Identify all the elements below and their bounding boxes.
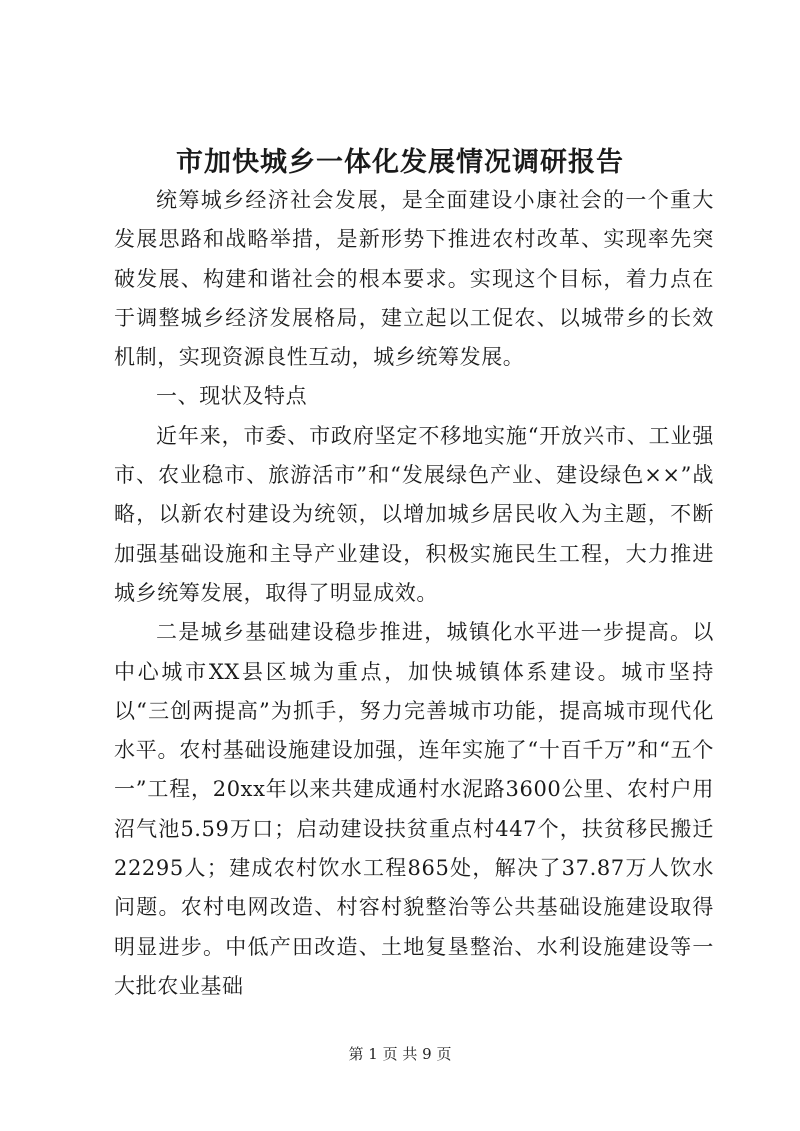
paragraph-infrastructure: 二是城乡基础建设稳步推进，城镇化水平进一步提高。以中心城市XX县区城为重点，加快城镇体系建设。城市坚持以“三创两提高”为抓手，努力完善城市功能，提高城市现代化水平。农村基础设施建设加强，连年实施了“十百千万”和“五个一”工程，20xx年以来共建成通村水泥路3600公里、农村户用沼气池5.59万口；启动建设扶贫重点村447个，扶贫移民搬迁22295人；建成农村饮水工程865处，解决了37.87万人饮水问题。农村电网改造、村容村貌整治等公共基础设施建设取得明显进步。中低产田改造、土地复垦整治、水利设施建设等一大批农业基础 (114, 620, 714, 998)
paragraph-recent-years: 近年来，市委、市政府坚定不移地实施“开放兴市、工业强市、农业稳市、旅游活市”和“发展绿色产业、建设绿色××”战略，以新农村建设为统领，以增加城乡居民收入为主题，不断加强基础设施和主导产业建设，积极实施民生工程，大力推进城乡统筹发展，取得了明显成效。 (114, 423, 714, 605)
page-number-footer: 第 1 页 共 9 页 (348, 1045, 452, 1063)
document-body (114, 181, 714, 1006)
paragraph-intro: 统筹城乡经济社会发展，是全面建设小康社会的一个重大发展思路和战略举措，是新形势下推进农村改革、实现率先突破发展、构建和谐社会的根本要求。实现这个目标，着力点在于调整城乡经济发展格局，建立起以工促农、以城带乡的长效机制，实现资源良性互动，城乡统筹发展。 (114, 188, 714, 370)
section-heading-status: 一、现状及特点 (156, 384, 308, 409)
document-title: 市加快城乡一体化发展情况调研报告 (176, 147, 624, 178)
